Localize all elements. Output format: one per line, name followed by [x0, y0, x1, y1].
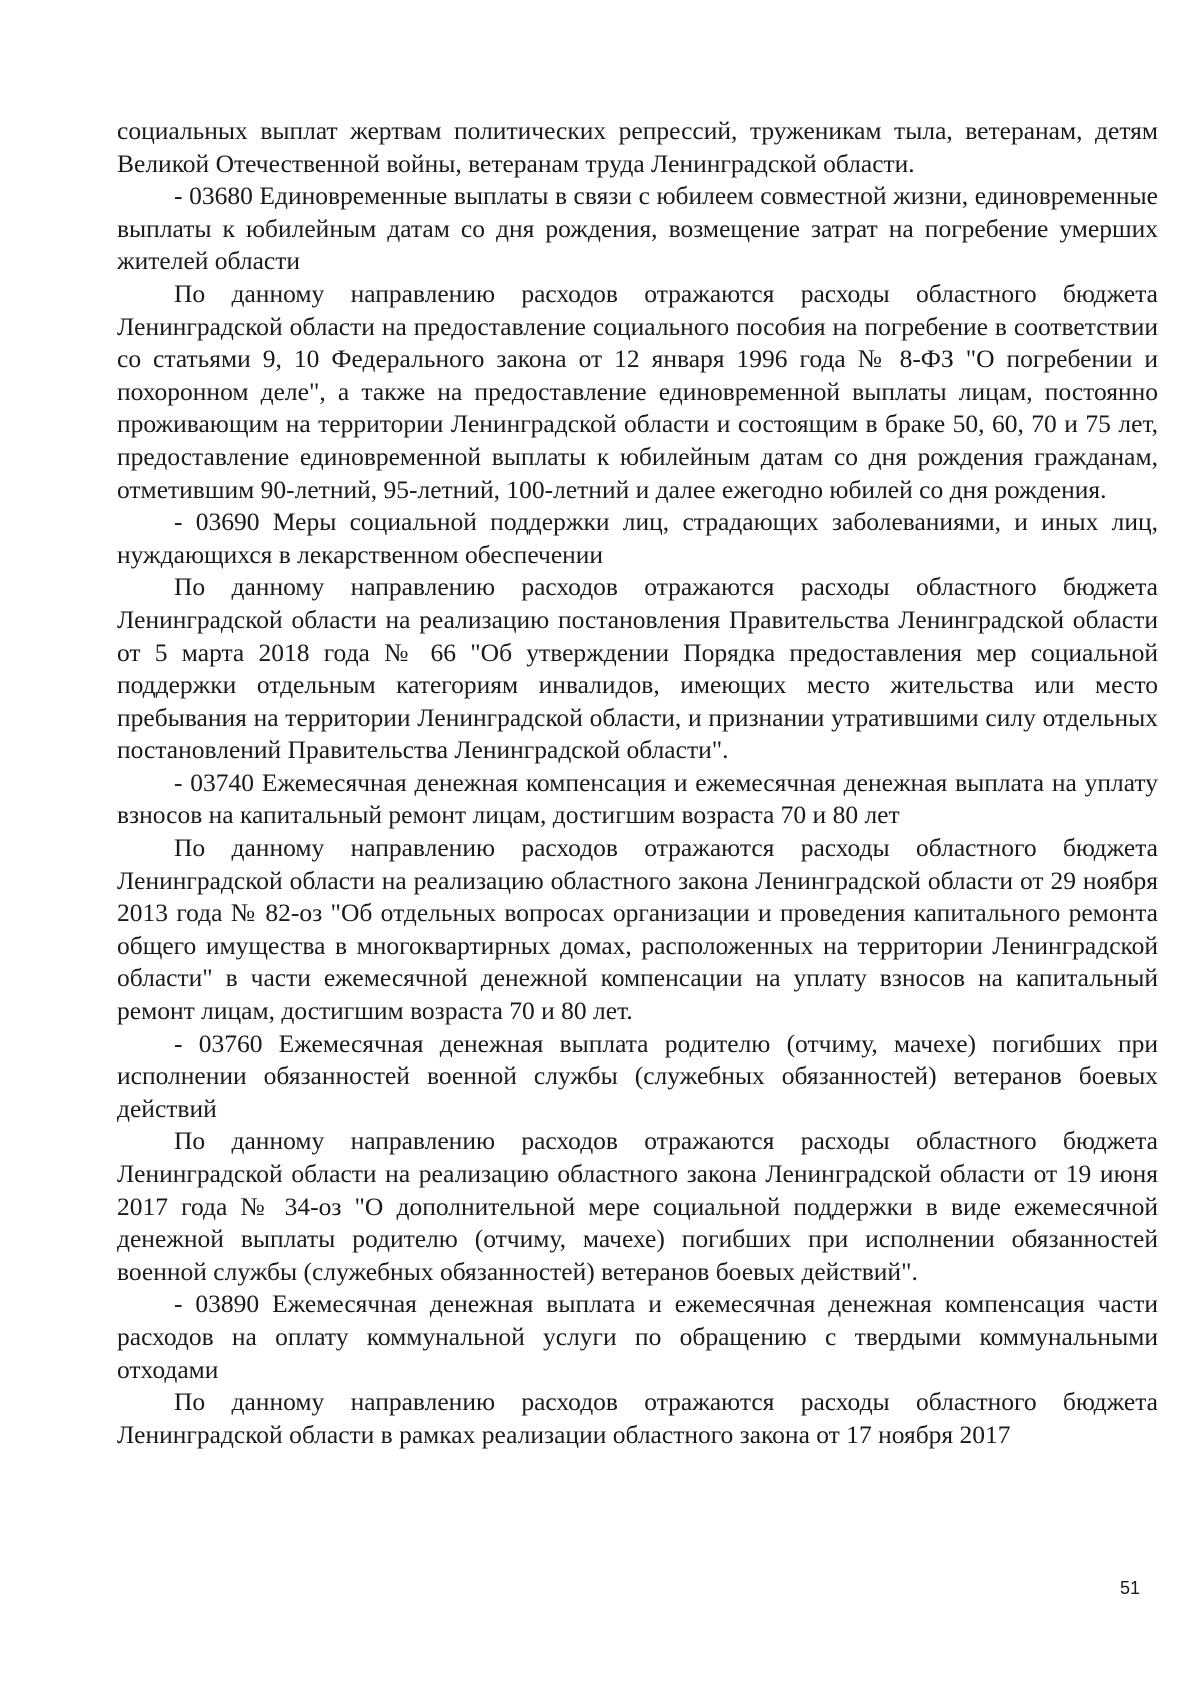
- paragraph-body-03740: По данному направлению расходов отражаются расходы областного бюджета Ленинградской области на реализацию областного закона Ленинградской области от 29 ноября 2013 года № 82-оз "Об отдельных вопросах организации и проведения капитального ремонта общего имущества в многоквартирных домах, расположенных на территории Ленинградской области" в части ежемесячной денежной компенсации на уплату взносов на капитальный ремонт лицам, достигшим возраста 70 и 80 лет.: [117, 833, 1158, 1026]
- paragraph-heading-03740: - 03740 Ежемесячная денежная компенсация и ежемесячная денежная выплата на уплату взносов на капитальный ремонт лицам, достигшим возраста 70 и 80 лет: [117, 767, 1158, 830]
- paragraph-body-03680: По данному направлению расходов отражаются расходы областного бюджета Ленинградской области на предоставление социального пособия на погребение в соответствии со статьями 9, 10 Федерального закона от 12 января 1996 года № 8-ФЗ "О погребении и похоронном деле", а также на предоставление единовременной выплаты лицам, постоянно проживающим на территории Ленинградской области и состоящим в браке 50, 60, 70 и 75 лет, предоставление единовременной выплаты к юбилейным датам со дня рождения гражданам, отметившим 90-летний, 95-летний, 100-летний и далее ежегодно юбилей со дня рождения.: [117, 278, 1158, 504]
- paragraph-heading-03690: - 03690 Меры социальной поддержки лиц, страдающих заболеваниями, и иных лиц, нуждающихся в лекарственном обеспечении: [117, 507, 1158, 569]
- body-text: [117, 115, 1158, 1451]
- page-number: 51: [1120, 1578, 1141, 1598]
- paragraph-body-03760: По данному направлению расходов отражаются расходы областного бюджета Ленинградской области на реализацию областного закона Ленинградской области от 19 июня 2017 года № 34-оз "О дополнительной мере социальной поддержки в виде ежемесячной денежной выплаты родителю (отчиму, мачехе) погибших при исполнении обязанностей военной службы (служебных обязанностей) ветеранов боевых действий".: [117, 1126, 1158, 1286]
- paragraph-body-03890: По данному направлению расходов отражаются расходы областного бюджета Ленинградской области в рамках реализации областного закона от 17 ноября 2017: [117, 1387, 1158, 1449]
- paragraph-continuation: социальных выплат жертвам политических репрессий, труженикам тыла, ветеранам, детям Великой Отечественной войны, ветеранам труда Ленинградской области.: [117, 116, 1158, 178]
- paragraph-body-03690: По данному направлению расходов отражаются расходы областного бюджета Ленинградской области на реализацию постановления Правительства Ленинградской области от 5 марта 2018 года № 66 "Об утверждении Порядка предоставления мер социальной поддержки отдельным категориям инвалидов, имеющих место жительства или место пребывания на территории Ленинградской области, и признании утратившими силу отдельных постановлений Правительства Ленинградской области".: [117, 572, 1158, 765]
- paragraph-heading-03680: - 03680 Единовременные выплаты в связи с юбилеем совместной жизни, единовременные выплаты к юбилейным датам со дня рождения, возмещение затрат на погребение умерших жителей области: [117, 181, 1158, 276]
- paragraph-heading-03890: - 03890 Ежемесячная денежная выплата и ежемесячная денежная компенсация части расходов на оплату коммунальной услуги по обращению с твердыми коммунальными отходами: [117, 1289, 1158, 1384]
- paragraph-heading-03760: - 03760 Ежемесячная денежная выплата родителю (отчиму, мачехе) погибших при исполнении обязанностей военной службы (служебных обязанностей) ветеранов боевых действий: [117, 1028, 1158, 1123]
